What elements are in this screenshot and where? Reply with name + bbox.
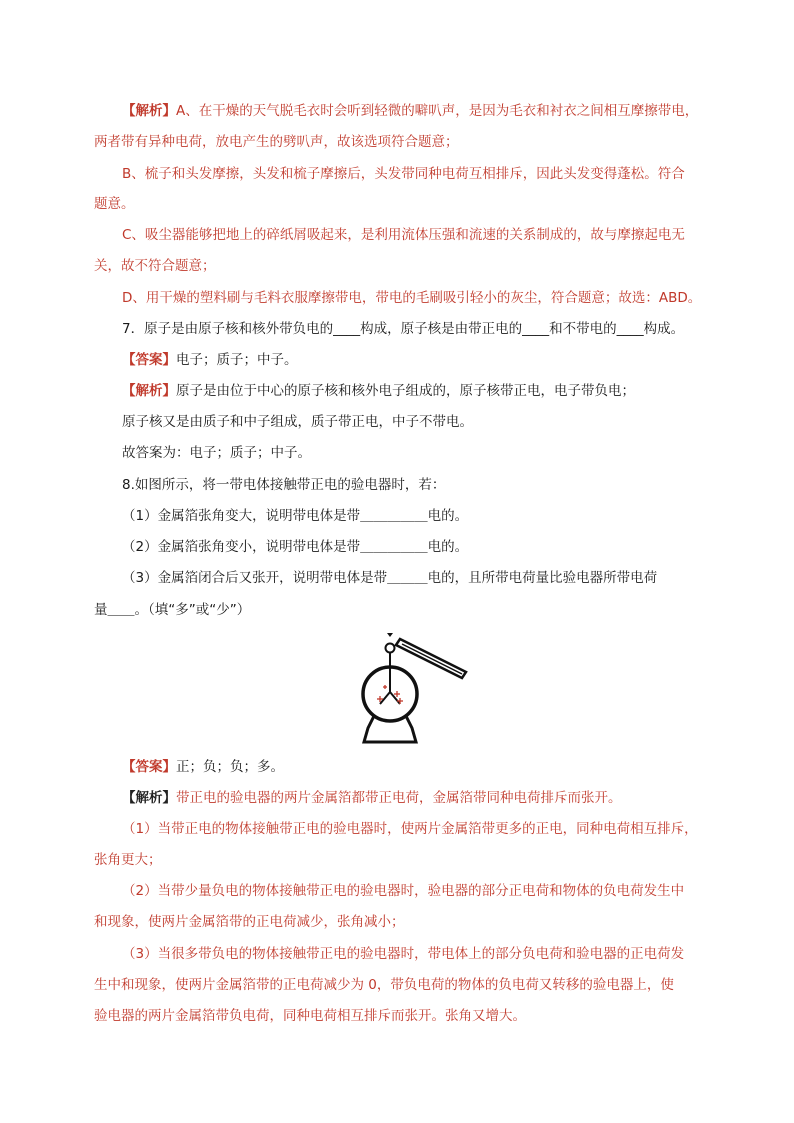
answer-8: 【答案】正；负；负；多。 [122, 759, 284, 775]
analysis-8-line-5: 和现象，使两片金属箔带的正电荷减少，张角减小； [94, 914, 405, 930]
analysis-6-line-3: B、梳子和头发摩擦，头发和梳子摩擦后，头发带同种电荷互相排斥，因此头发变得蓬松。符合 [122, 166, 685, 182]
analysis-8-line-1: 【解析】带正电的验电器的两片金属箔都带正电荷，金属箔带同种电荷排斥而张开。 [122, 790, 622, 806]
question-8-line-5: 量＿＿。（填“多”或“少”） [94, 602, 251, 618]
analysis-6-line-2: 两者带有异种电荷，放电产生的劈叭声，故该选项符合题意； [94, 134, 459, 150]
analysis-8-line-7: 生中和现象，使两片金属箔带的正电荷减少为 0，带负电荷的物体的负电荷又转移的验电器上，使 [94, 977, 674, 993]
analysis-tag: 【解析】 [122, 790, 176, 806]
analysis-8-line-3: 张角更大； [94, 852, 162, 868]
analysis-6-line-5: C、吸尘器能够把地上的碎纸屑吸起来，是利用流体压强和流速的关系制成的，故与摩擦起电无 [122, 227, 685, 243]
answer-tag: 【答案】 [122, 759, 176, 775]
analysis-8-line-8: 验电器的两片金属箔带负电荷，同种电荷相互排斥而张开。张角又增大。 [94, 1008, 526, 1024]
question-7: 7．原子是由原子核和核外带负电的____构成，原子核是由带正电的____和不带电的____构成。 [122, 321, 685, 337]
analysis-tag: 【解析】 [122, 383, 176, 399]
answer-tag: 【答案】 [122, 352, 176, 368]
analysis-6-line-7: D、用干燥的塑料刷与毛料衣服摩擦带电，带电的毛刷吸引轻小的灰尘，符合题意；故选：ABD。 [122, 290, 702, 306]
analysis-7-line-2: 原子核又是由质子和中子组成，质子带正电，中子不带电。 [122, 414, 473, 430]
analysis-6-line-6: 关，故不符合题意； [94, 258, 216, 274]
analysis-7-line-3: 故答案为：电子；质子；中子。 [122, 445, 311, 461]
analysis-tag: 【解析】 [122, 103, 176, 119]
analysis-8-line-6: （3）当很多带负电的物体接触带正电的验电器时，带电体上的部分负电荷和验电器的正电荷发 [122, 946, 685, 962]
analysis-8-line-4: （2）当带少量负电的物体接触带正电的验电器时，验电器的部分正电荷和物体的负电荷发生中 [122, 883, 685, 899]
question-8-line-3: （2）金属箔张角变小，说明带电体是带＿＿＿＿＿电的。 [122, 539, 469, 555]
question-8-line-4: （3）金属箔闭合后又张开，说明带电体是带＿＿＿电的，且所带电荷量比验电器所带电荷 [122, 570, 658, 586]
answer-7: 【答案】电子；质子；中子。 [122, 352, 298, 368]
analysis-8-line-2: （1）当带正电的物体接触带正电的验电器时，使两片金属箔带更多的正电，同种电荷相互排斥， [122, 821, 698, 837]
question-8-line-1: 8.如图所示，将一带电体接触带正电的验电器时，若： [122, 477, 446, 493]
analysis-6-line-4: 题意。 [94, 196, 135, 212]
analysis-6-line-1: 【解析】A、在干燥的天气脱毛衣时会听到轻微的噼叭声，是因为毛衣和衬衣之间相互摩擦带电， [122, 103, 699, 119]
electroscope-figure [356, 632, 476, 748]
analysis-7-line-1: 【解析】原子是由位于中心的原子核和核外电子组成的，原子核带正电，电子带负电； [122, 383, 635, 399]
question-8-line-2: （1）金属箔张角变大，说明带电体是带＿＿＿＿＿电的。 [122, 508, 469, 524]
